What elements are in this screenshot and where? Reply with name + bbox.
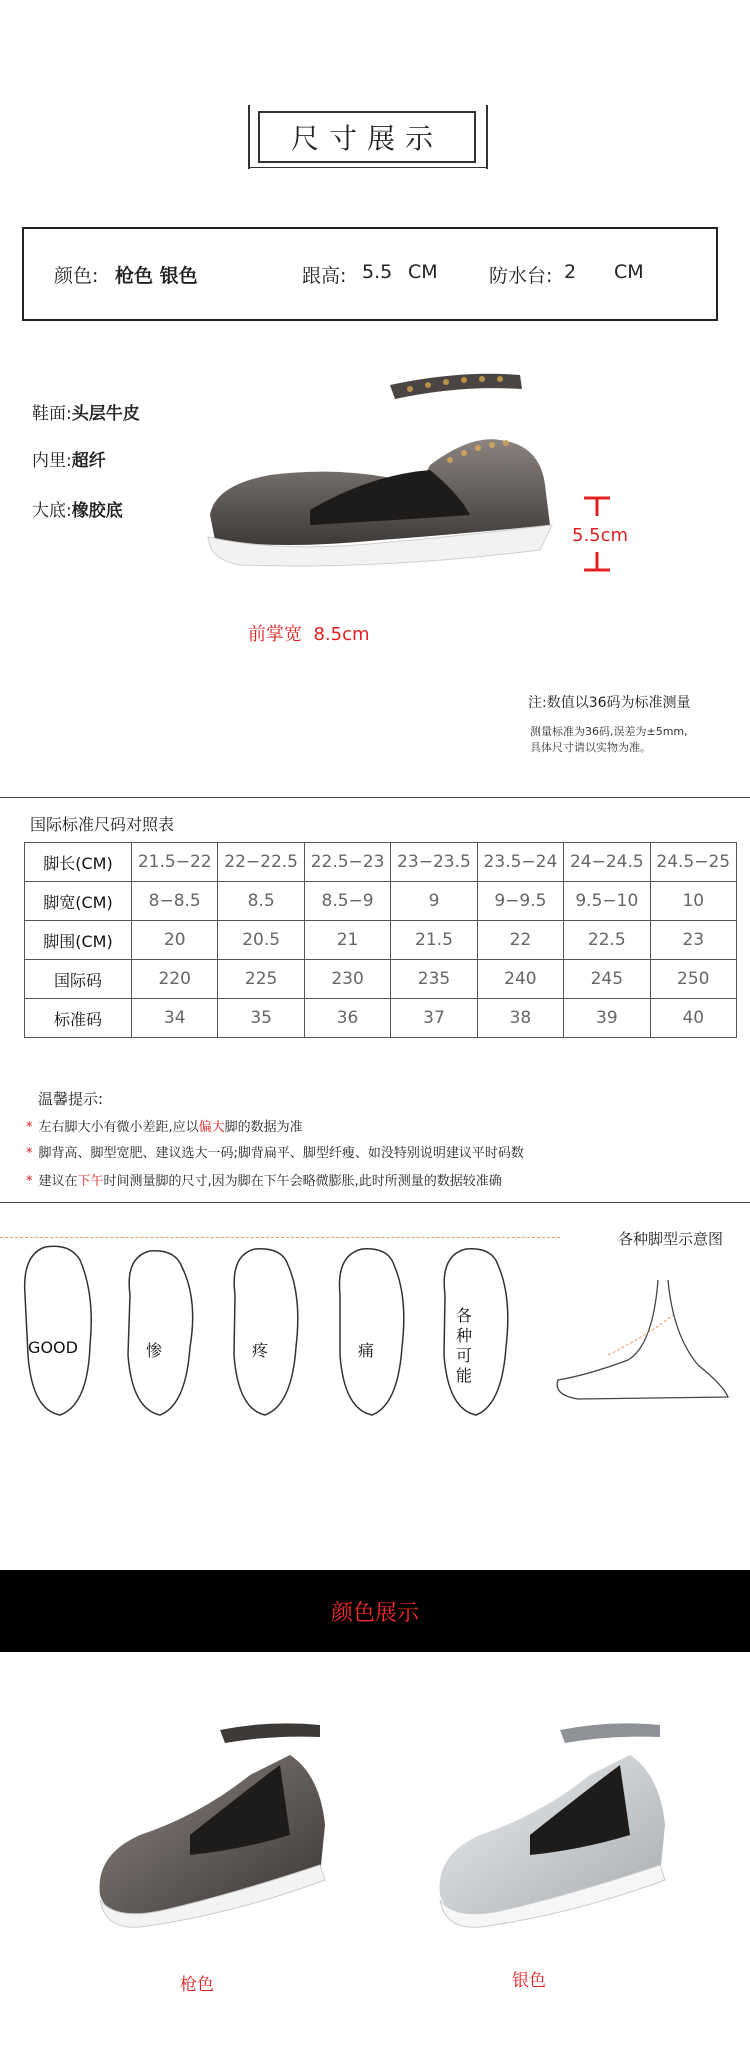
platform-label: 防水台: bbox=[489, 265, 553, 287]
measure-note: 注:数值以36码为标准测量 bbox=[528, 695, 691, 711]
table-cell: 220 bbox=[132, 960, 218, 999]
table-cell: 8.5 bbox=[218, 882, 304, 921]
color-label-silver: 银色 bbox=[512, 1971, 546, 1991]
material-lining: 内里:超纤 bbox=[32, 451, 106, 471]
divider bbox=[0, 1202, 750, 1203]
foot-label: GOOD bbox=[28, 1338, 78, 1357]
foot-label: 各种可能 bbox=[455, 1306, 472, 1385]
table-cell: 23 bbox=[650, 921, 736, 960]
spec-bar bbox=[22, 227, 718, 321]
table-cell: 24.5−25 bbox=[650, 843, 736, 882]
table-cell: 39 bbox=[564, 999, 650, 1038]
table-row bbox=[25, 921, 737, 960]
table-cell: 22.5 bbox=[564, 921, 650, 960]
platform-value: 2 bbox=[564, 261, 577, 283]
table-cell: 34 bbox=[132, 999, 218, 1038]
heel-value: 5.5 bbox=[362, 261, 393, 283]
table-cell: 230 bbox=[304, 960, 390, 999]
tip-1: * 左右脚大小有微小差距,应以偏大脚的数据为准 bbox=[26, 1120, 303, 1135]
table-cell: 9 bbox=[391, 882, 477, 921]
heel-unit: CM bbox=[408, 261, 438, 283]
tips-title: 温馨提示: bbox=[38, 1090, 104, 1108]
table-cell: 22.5−23 bbox=[304, 843, 390, 882]
table-cell: 20.5 bbox=[218, 921, 304, 960]
forefoot-width: 前掌宽 8.5cm bbox=[248, 624, 370, 645]
table-cell: 8.5−9 bbox=[304, 882, 390, 921]
foot-label: 痛 bbox=[357, 1341, 374, 1360]
table-cell: 40 bbox=[650, 999, 736, 1038]
row-header: 脚围(CM) bbox=[25, 921, 132, 960]
table-cell: 245 bbox=[564, 960, 650, 999]
table-row bbox=[25, 960, 737, 999]
shoe-gunmetal-image bbox=[80, 1715, 340, 1945]
color-label: 颜色: bbox=[54, 265, 99, 287]
table-cell: 21.5−22 bbox=[132, 843, 218, 882]
page-title: 尺寸展示 bbox=[258, 111, 476, 163]
measure-note-sub: 测量标准为36码,误差为±5mm, 具体尺寸请以实物为准。 bbox=[530, 725, 688, 754]
table-cell: 21.5 bbox=[391, 921, 477, 960]
table-cell: 21 bbox=[304, 921, 390, 960]
table-cell: 35 bbox=[218, 999, 304, 1038]
row-header: 脚长(CM) bbox=[25, 843, 132, 882]
foot-label: 惨 bbox=[145, 1341, 162, 1360]
table-row bbox=[25, 999, 737, 1038]
table-cell: 8−8.5 bbox=[132, 882, 218, 921]
size-table-title: 国际标准尺码对照表 bbox=[30, 815, 175, 834]
color-value: 枪色 银色 bbox=[115, 265, 198, 287]
material-upper: 鞋面:头层牛皮 bbox=[32, 404, 140, 424]
shoe-side-image bbox=[200, 365, 560, 585]
size-table bbox=[24, 842, 737, 1038]
table-cell: 240 bbox=[477, 960, 563, 999]
platform-unit: CM bbox=[614, 261, 644, 283]
material-sole: 大底:橡胶底 bbox=[32, 501, 123, 521]
heel-height-value: 5.5cm bbox=[572, 525, 629, 546]
table-cell: 20 bbox=[132, 921, 218, 960]
table-cell: 10 bbox=[650, 882, 736, 921]
heel-label: 跟高: bbox=[302, 265, 347, 287]
table-row bbox=[25, 843, 737, 882]
table-cell: 250 bbox=[650, 960, 736, 999]
color-label-gunmetal: 枪色 bbox=[180, 1975, 214, 1995]
table-cell: 23.5−24 bbox=[477, 843, 563, 882]
table-cell: 22−22.5 bbox=[218, 843, 304, 882]
row-header: 标准码 bbox=[25, 999, 132, 1038]
row-header: 国际码 bbox=[25, 960, 132, 999]
table-cell: 37 bbox=[391, 999, 477, 1038]
table-cell: 225 bbox=[218, 960, 304, 999]
table-cell: 9.5−10 bbox=[564, 882, 650, 921]
shoe-silver-image bbox=[420, 1715, 680, 1945]
tip-2: * 脚背高、脚型宽肥、建议选大一码;脚背扁平、脚型纤瘦、如没特别说明建议平时码数 bbox=[26, 1146, 524, 1161]
table-cell: 38 bbox=[477, 999, 563, 1038]
foot-types-caption: 各种脚型示意图 bbox=[618, 1230, 724, 1248]
foot-side-sketch bbox=[548, 1275, 738, 1405]
table-cell: 235 bbox=[391, 960, 477, 999]
color-section-title: 颜色展示 bbox=[330, 1601, 419, 1626]
table-cell: 23−23.5 bbox=[391, 843, 477, 882]
row-header: 脚宽(CM) bbox=[25, 882, 132, 921]
foot-label: 疼 bbox=[251, 1341, 268, 1360]
table-cell: 36 bbox=[304, 999, 390, 1038]
table-row bbox=[25, 882, 737, 921]
tip-3: * 建议在下午时间测量脚的尺寸,因为脚在下午会略微膨胀,此时所测量的数据较准确 bbox=[26, 1174, 502, 1189]
divider bbox=[0, 797, 750, 798]
section-title-frame bbox=[248, 105, 488, 169]
table-cell: 9−9.5 bbox=[477, 882, 563, 921]
table-cell: 24−24.5 bbox=[564, 843, 650, 882]
table-cell: 22 bbox=[477, 921, 563, 960]
